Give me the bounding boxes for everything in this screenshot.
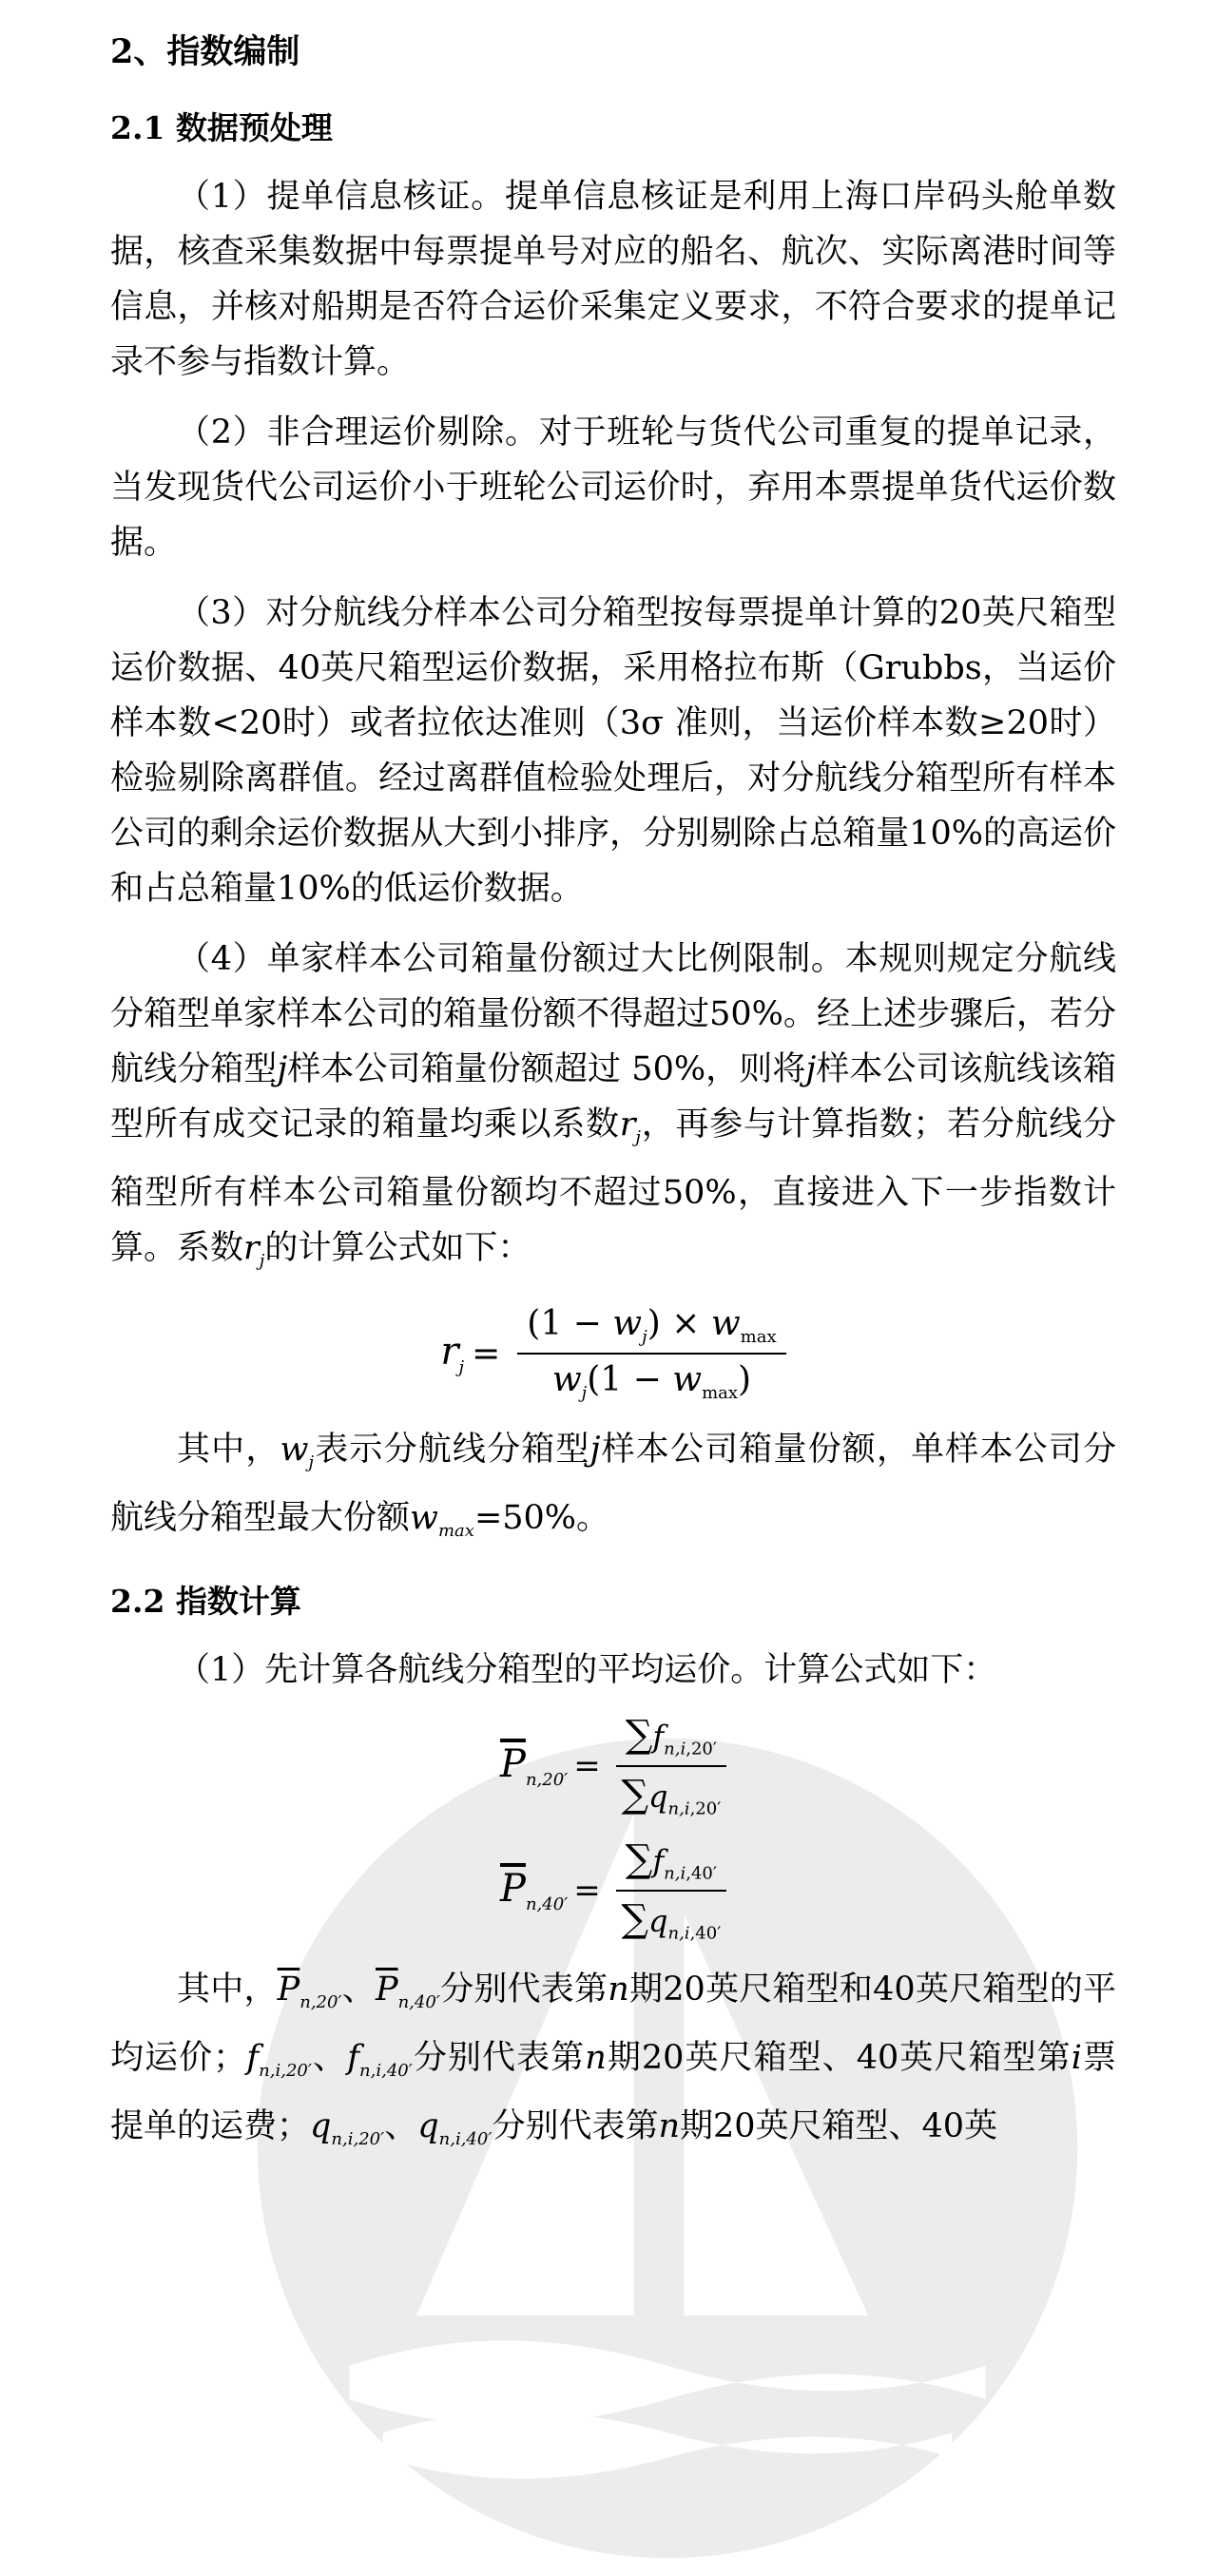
formula-p20: $\overline{P}_{n,20'}$ = $\frac{\sum f_{n,i,20'}}{\sum q_{n,i,20'}}$	[110, 1713, 1116, 1818]
symbol-wmax: $w_{max}$	[410, 1499, 474, 1542]
p7-text-4: 期20英尺箱型和40英尺箱型的平均运价；	[110, 1970, 1116, 2077]
p7-text-5: 、	[311, 2038, 348, 2077]
symbol-j: j	[277, 1050, 288, 1088]
p7-text-11: 期20英尺箱型、40英	[680, 2106, 998, 2145]
symbol-rj: $r_j$	[243, 1229, 265, 1271]
symbol-rj: $r_j$	[619, 1105, 642, 1147]
p4-text-2: 样本公司箱量份额超过 50%，则将	[287, 1050, 806, 1088]
symbol-n: n	[658, 2106, 680, 2145]
p7-text-7: 期20英尺箱型、40英尺箱型第	[606, 2038, 1072, 2077]
p4-text-5: 的计算公式如下：	[264, 1229, 531, 1267]
subsection-title-2-2: 2.2 指数计算	[110, 1583, 301, 1621]
subsection-title-2-1: 2.1 数据预处理	[110, 109, 333, 146]
p5-text-1: 其中，	[177, 1431, 280, 1470]
p7-text-3: 分别代表第	[439, 1970, 608, 2009]
p7-text-1: 其中，	[177, 1970, 278, 2009]
formula-rj: $r_j$ = $\frac{(1 - w_j) \times w_{max}}{w_j(1 - w_{max})}$	[110, 1304, 1116, 1403]
paragraph-2: （2）非合理运价剔除。对于班轮与货代公司重复的提单记录，当发现货代公司运价小于班轮公司运价时，弃用本票提单货代运价数据。	[110, 413, 1116, 562]
p7-text-8: 票提单的运费；	[110, 2038, 1116, 2145]
symbol-i: i	[1071, 2038, 1082, 2077]
paragraph-6: （1）先计算各航线分箱型的平均运价。计算公式如下：	[177, 1651, 997, 1690]
symbol-j: j	[805, 1050, 817, 1088]
document-content	[110, 25, 1116, 2182]
p4-text-1: （4）单家样本公司箱量份额过大比例限制。本规则规定分航线分箱型单家样本公司的箱量份额不得超过50%。经上述步骤后，若分航线分箱型	[110, 940, 1116, 1088]
paragraph-4	[110, 932, 1116, 1289]
p5-text-2: 表示分航线分箱型	[314, 1431, 590, 1470]
p4-text-3: 样本公司该航线该箱型所有成交记录的箱量均乘以系数	[110, 1050, 1116, 1144]
p7-text-10: 分别代表第	[492, 2106, 659, 2145]
paragraph-3: （3）对分航线分样本公司分箱型按每票提单计算的20英尺箱型运价数据、40英尺箱型运价数据，采用格拉布斯（Grubbs，当运价样本数<20时）或者拉依达准则（3σ 准则，当运价样本数≥20时）检验剔除离群值。经过离群值检验处理后，对分航线分箱型所有样本公司的剩余运价数据从大到小排序，分别剔除占总箱量10%的高运价和占总箱量10%的低运价数据。	[110, 594, 1116, 908]
p4-text-4: ，再参与计算指数；若分航线分箱型所有样本公司箱量份额均不超过50%，直接进入下一步指数计算。系数	[110, 1105, 1116, 1267]
symbol-j: j	[589, 1431, 601, 1470]
p5-text-3: 样本公司箱量份额，单样本公司分航线分箱型最大份额	[110, 1431, 1116, 1538]
paragraph-7: 其中，$\overline{P}_{n,20'}$、$\overline{P}_{n,40'}$分别代表第n期20英尺箱型和40英尺箱型的平均运价；$f_{n,i,20'}$、$f_{n,i,40'}$分别代表第n期20英尺箱型、40英尺箱型第i票提单的运费；$q_{n,i,20'}$、$q_{n,i,40'}$分别代表第n期20英尺箱型、40英	[110, 1970, 1116, 2149]
symbol-n: n	[608, 1970, 629, 2009]
paragraph-1: （1）提单信息核证。提单信息核证是利用上海口岸码头舱单数据，核查采集数据中每票提单号对应的船名、航次、实际离港时间等信息，并核对船期是否符合运价采集定义要求，不符合要求的提单记录不参与指数计算。	[110, 178, 1116, 381]
paragraph-5	[110, 1422, 1116, 1559]
p7-text-6: 分别代表第	[412, 2038, 586, 2077]
symbol-wj: $w_j$	[280, 1431, 315, 1473]
p7-text-2: 、	[341, 1970, 376, 2009]
symbol-n: n	[585, 2038, 607, 2077]
p5-text-4: =50%。	[473, 1499, 610, 1538]
formula-p40: $\overline{P}_{n,40'}$ = $\frac{\sum f_{n,i,40'}}{\sum q_{n,i,40'}}$	[110, 1837, 1116, 1943]
p7-text-9: 、	[384, 2106, 418, 2145]
section-heading: 2、指数编制	[110, 32, 300, 71]
